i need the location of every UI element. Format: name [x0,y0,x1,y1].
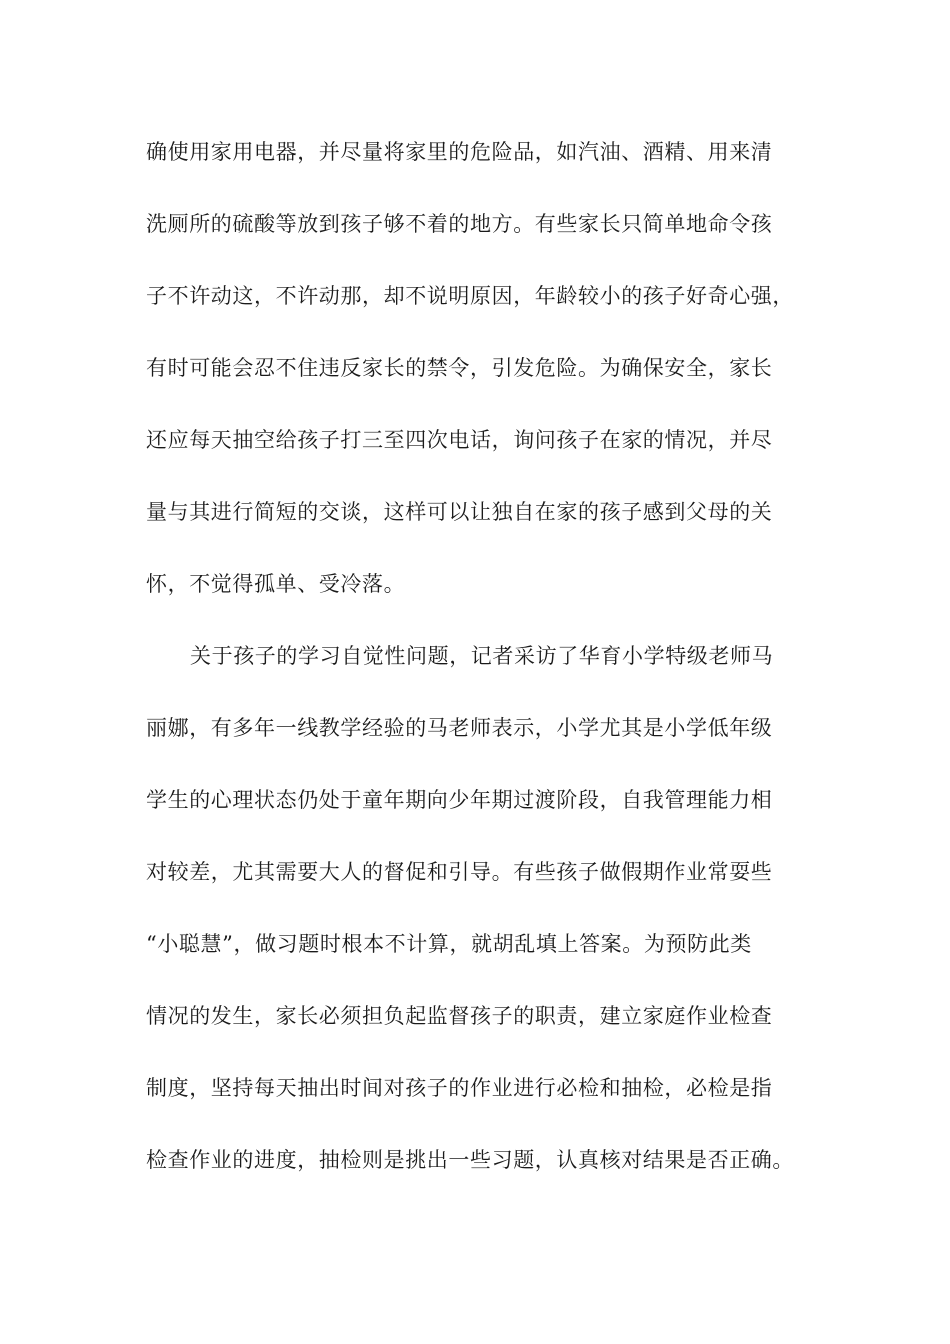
text-line: 学生的心理状态仍处于童年期向少年期过渡阶段，自我管理能力相 [146,788,773,812]
text-line: 情况的发生，家长必须担负起监督孩子的职责，建立家庭作业检查 [146,1004,773,1028]
text-line: 洗厕所的硫酸等放到孩子够不着的地方。有些家长只简单地命令孩 [146,212,773,236]
text-line: 子不许动这，不许动那，却不说明原因，年龄较小的孩子好奇心强， [146,284,794,308]
text-line: 怀，不觉得孤单、受冷落。 [146,572,406,596]
text-line: 量与其进行简短的交谈，这样可以让独自在家的孩子感到父母的关 [146,500,773,524]
text-line: 对较差，尤其需要大人的督促和引导。有些孩子做假期作业常耍些 [146,860,773,884]
text-line: 丽娜，有多年一线教学经验的马老师表示，小学尤其是小学低年级 [146,716,773,740]
text-line: 检查作业的进度，抽检则是挑出一些习题，认真核对结果是否正确。 [146,1148,794,1172]
text-line: 有时可能会忍不住违反家长的禁令，引发危险。为确保安全，家长 [146,356,773,380]
text-line: 关于孩子的学习自觉性问题，记者采访了华育小学特级老师马 [190,644,774,668]
text-line: “小聪慧”，做习题时根本不计算，就胡乱填上答案。为预防此类 [146,932,752,956]
text-line: 确使用家用电器，并尽量将家里的危险品，如汽油、酒精、用来清 [146,140,773,164]
text-line: 还应每天抽空给孩子打三至四次电话，询问孩子在家的情况，并尽 [146,428,773,452]
text-line: 制度，坚持每天抽出时间对孩子的作业进行必检和抽检，必检是指 [146,1076,773,1100]
text-line [146,1218,826,1246]
